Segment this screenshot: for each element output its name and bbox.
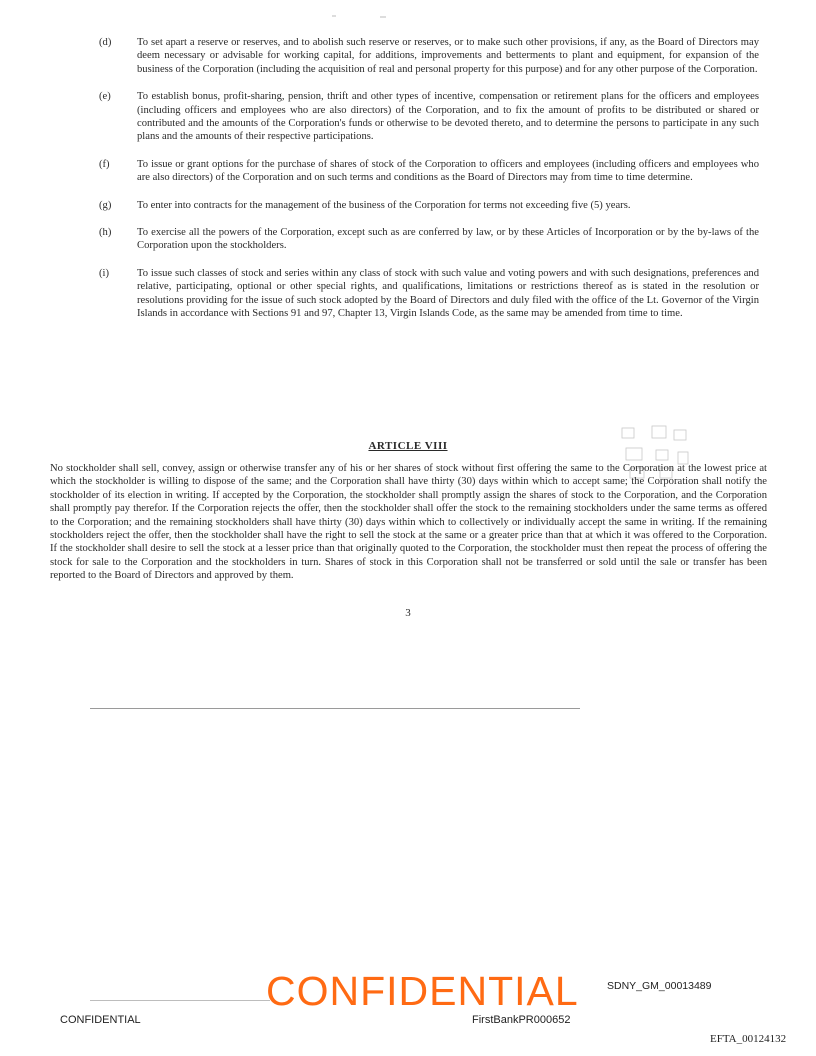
item-label: (f) — [99, 158, 110, 170]
item-label: (i) — [99, 267, 109, 279]
item-label: (g) — [99, 199, 112, 211]
list-item — [99, 158, 759, 185]
item-label: (h) — [99, 227, 112, 239]
item-text: To issue or grant options for the purchase of shares of stock of the Corporation to officers and employees (including officers and employees who are also directors) of the Corporation and on such terms and conditions as the Board of Directors may from time to time determine. — [137, 158, 759, 184]
article-heading: ARTICLE VIII — [368, 440, 448, 452]
item-label: (e) — [99, 91, 111, 103]
bates-sdny: SDNY_GM_00013489 — [607, 980, 712, 992]
item-label: (d) — [99, 37, 112, 48]
bates-bank: FirstBankPR000652 — [472, 1014, 571, 1026]
confidential-watermark: CONFIDENTIAL — [266, 968, 579, 1014]
divider — [90, 708, 580, 709]
divider — [90, 1000, 270, 1001]
page-number: 3 — [405, 606, 411, 619]
item-text: To set apart a reserve or reserves, and to abolish such reserve or reserves, or to make such other provisions, if any, as the Board of Directors may deem necessary or advisable for working capital, for additions, improvements and betterments to plant and equipment, for expansion of the business of the Corporation (including the acquisition of real and personal property for this purpose) and for any other purpose of the Corporation. — [137, 37, 759, 75]
item-text: To issue such classes of stock and series within any class of stock with such value and voting powers and with such designations, preferences and relative, participating, optional or other special rights, and qualifications, limitations or restrictions thereof as is stated in the resolution or resolutions providing for the issue of such stock adopted by the Board of Directors and duly filed with the office of the Lt. Governor of the Virgin Islands in accordance with Sections 91 and 97, Chapter 13, Virgin Islands Code, as the same may be amended from time to time. — [137, 267, 759, 320]
list-item — [99, 36, 759, 76]
scan-artifact — [330, 12, 390, 20]
confidential-label: CONFIDENTIAL — [60, 1014, 141, 1026]
item-text: To enter into contracts for the management of the business of the Corporation for terms not exceeding five (5) years. — [137, 199, 631, 211]
list-item — [99, 226, 759, 253]
item-text: To establish bonus, profit-sharing, pension, thrift and other types of incentive, compensation or retirement plans for the officers and employees (including officers and employees who are also directors) of the Corporation, and to fix the amount of profits to be distributed or shared or contributed and the amounts of the Corporation's funds or otherwise to be devoted thereto, and to determine the persons to participate in any such plans and the amounts of their respective participations. — [137, 91, 759, 143]
list-item — [99, 90, 759, 144]
article-body: No stockholder shall sell, convey, assign or otherwise transfer any of his or her shares of stock without first offering the same to the Corporation at the lowest price at which the stockholder is willing to dispose of the same; and the Corporation shall have thirty (30) days within which to accept same; the Corporation shall notify the stockholder of its election in writing. If accepted by the Corporation, the stockholder shall promptly assign the shares of stock to the Corporation, and the Corporation shall promptly pay therefor. If the Corporation rejects the offer, then the stockholder shall offer the stock to the remaining stockholders under the same terms as offered to the Corporation; and the remaining stockholders shall have thirty (30) days within which to collectively or individually accept the same in writing. If the remaining stockholders reject the offer, then the stockholder shall have the right to sell the stock at the same or a greater price than that at which it was offered to the Corporation. If the stockholder shall desire to sell the stock at a lesser price than that originally quoted to the Corporation, the stockholder must then repeat the process of offering the stock for sale to the Corporation and the stockholders in turn. Shares of stock in this Corporation shall not be transferred or sold until the sale or transfer has been reported to the Board of Directors and approved by them. — [50, 463, 767, 582]
list-item — [99, 199, 759, 212]
list-item — [99, 267, 759, 321]
item-text: To exercise all the powers of the Corporation, except such as are conferred by law, or by these Articles of Incorporation or by the by-laws of the Corporation upon the stockholders. — [137, 227, 759, 252]
efta-id: EFTA_00124132 — [710, 1033, 787, 1045]
